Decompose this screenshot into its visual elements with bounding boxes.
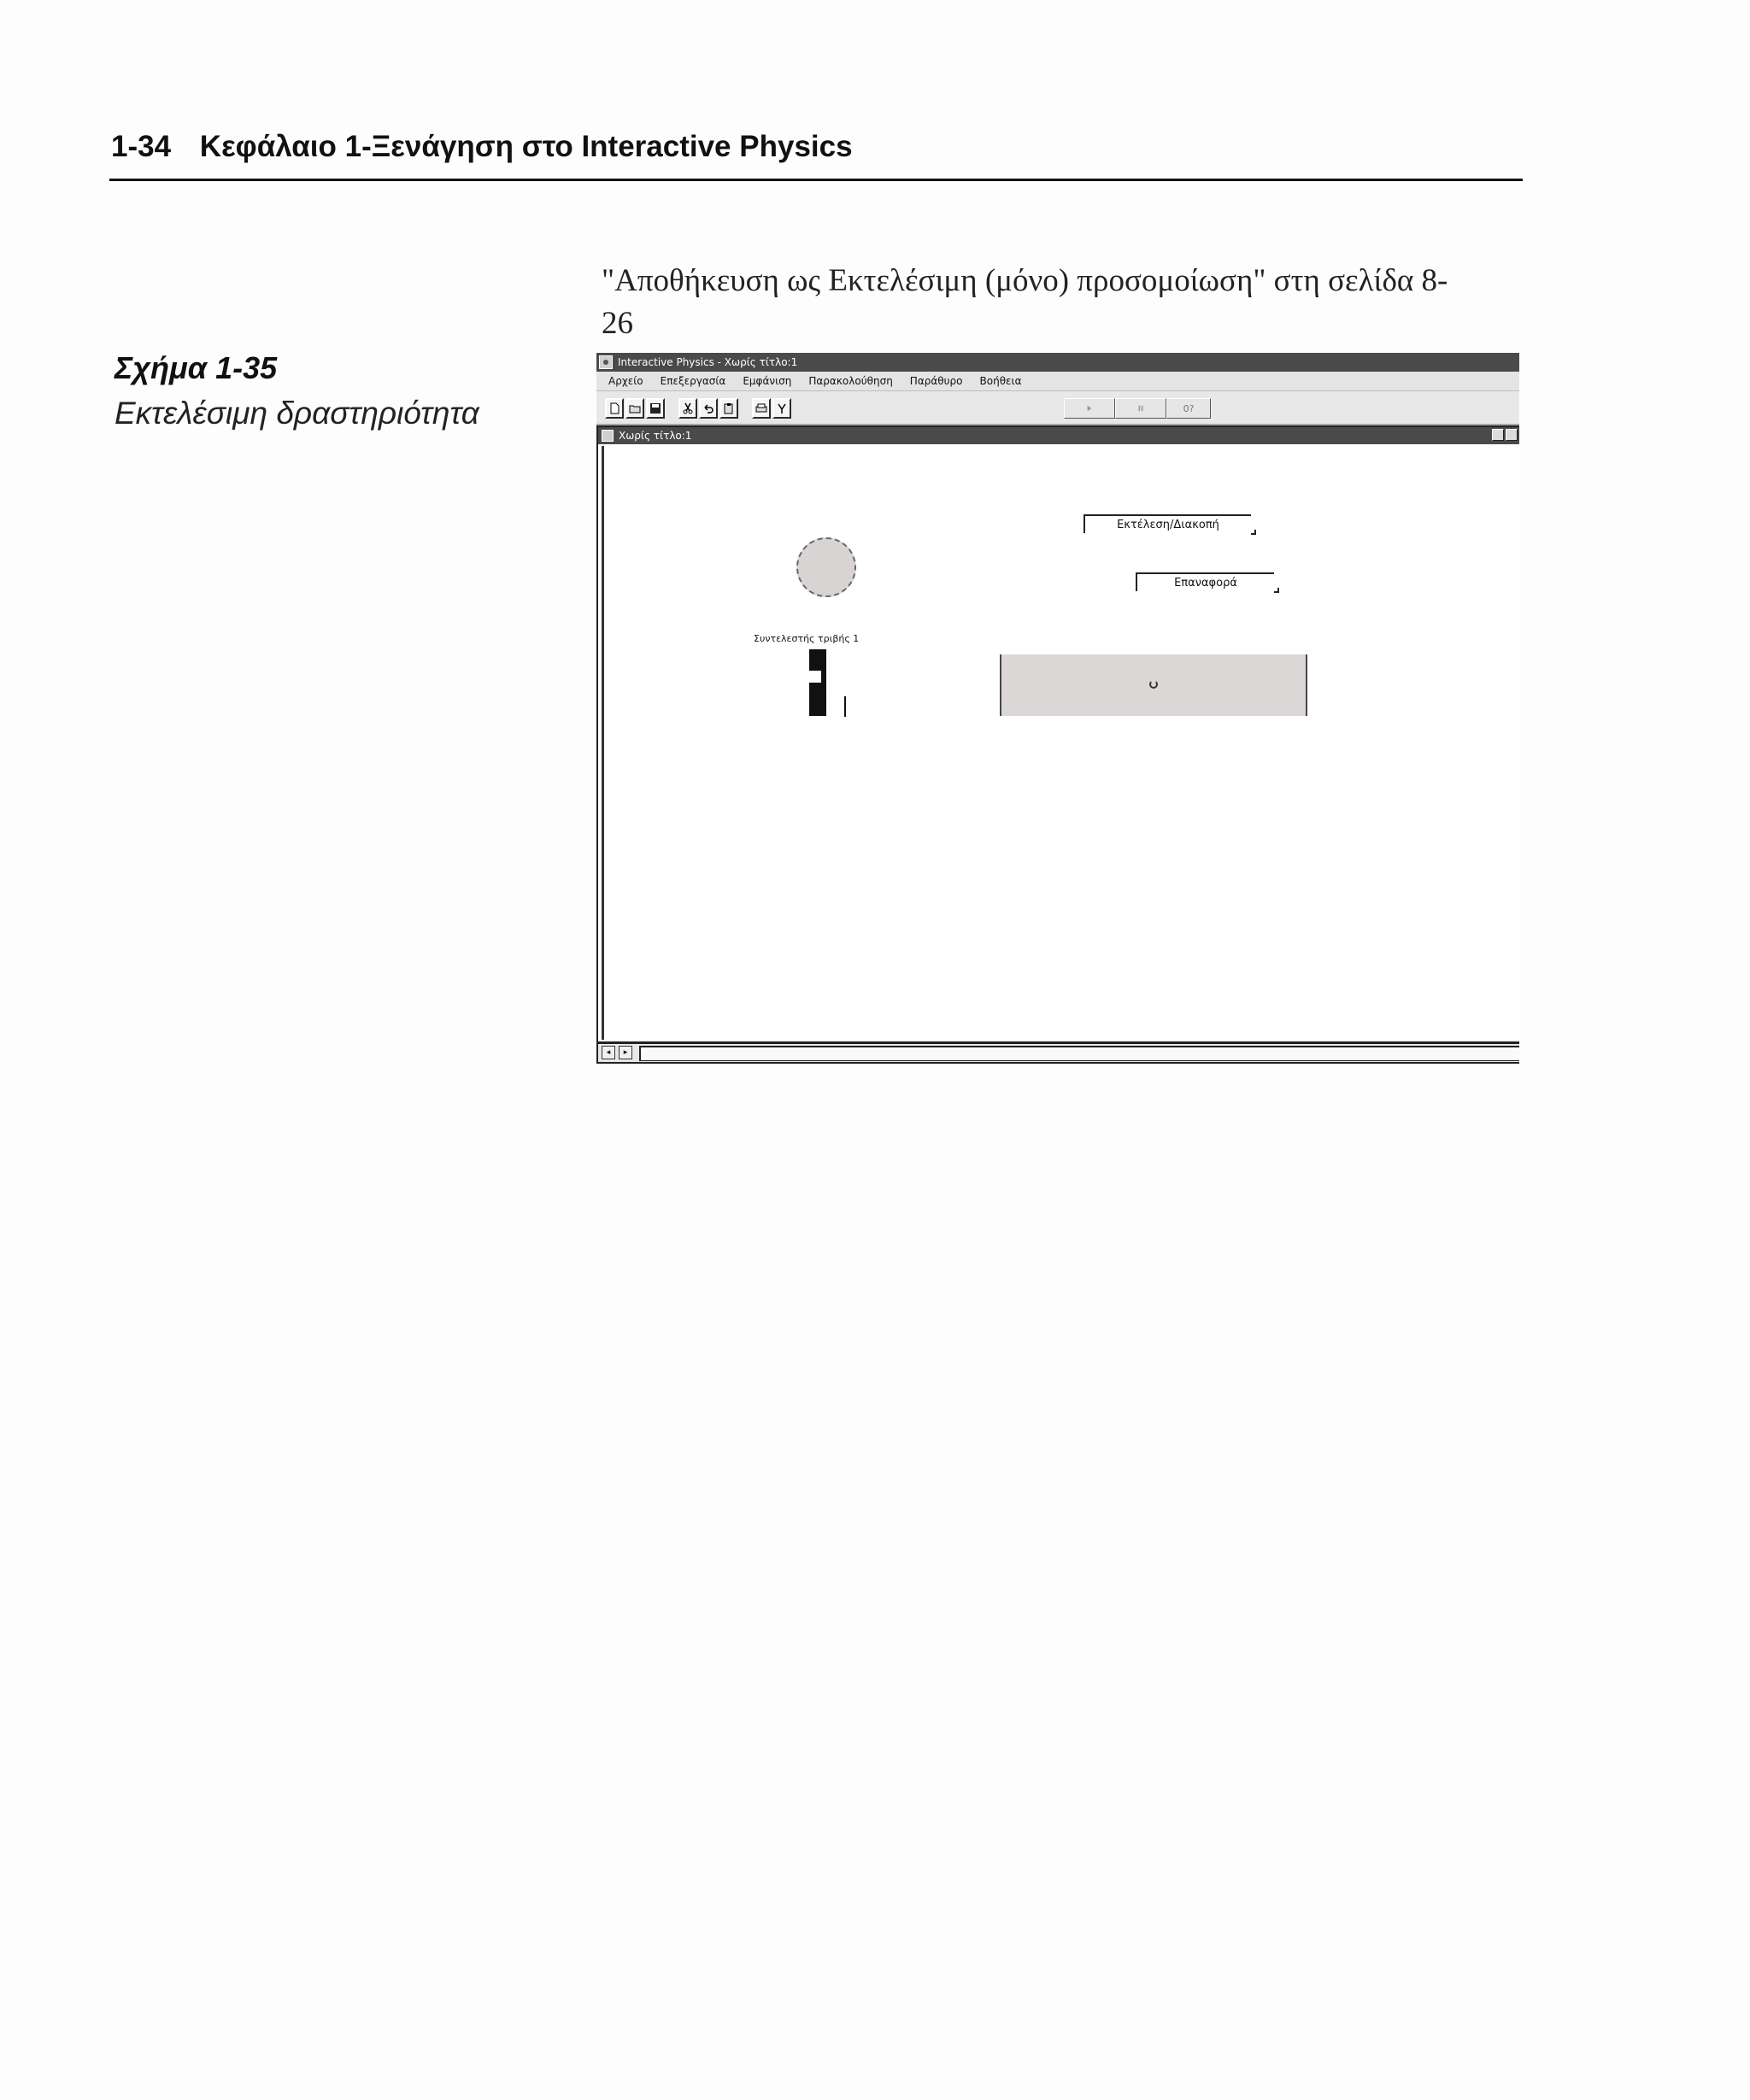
playback-controls — [1064, 398, 1211, 419]
scroll-left-icon[interactable]: ◂ — [602, 1046, 615, 1059]
app-title: Interactive Physics - Χωρίς τίτλο:1 — [618, 356, 798, 368]
horizontal-scrollbar[interactable] — [598, 1041, 1519, 1062]
document-titlebar — [598, 427, 1519, 444]
scroll-right-icon[interactable]: ▸ — [619, 1046, 632, 1059]
undo-icon[interactable] — [699, 398, 718, 419]
menu-view[interactable]: Εμφάνιση — [743, 375, 792, 387]
page-header — [111, 130, 853, 164]
figure-caption: Εκτελέσιμη δραστηριότητα — [115, 396, 479, 431]
paste-icon[interactable] — [719, 398, 738, 419]
slider-value-caret — [844, 696, 846, 717]
intro-line-2: 26 — [602, 306, 633, 341]
menu-track[interactable]: Παρακολούθηση — [808, 375, 893, 387]
play-icon — [1086, 405, 1093, 412]
menu-window[interactable]: Παράθυρο — [909, 375, 963, 387]
save-icon[interactable] — [646, 398, 665, 419]
pause-icon — [1137, 405, 1144, 412]
menubar — [596, 372, 1519, 391]
slider-label: Συντελεστής τριβής 1 — [754, 633, 860, 644]
app-screenshot — [596, 353, 1519, 1064]
toolbar — [596, 391, 1519, 425]
simulation-canvas[interactable] — [602, 446, 1519, 1040]
document-icon — [602, 430, 614, 442]
output-display — [1000, 654, 1307, 716]
scroll-track[interactable] — [639, 1046, 1519, 1061]
cut-icon[interactable] — [678, 398, 697, 419]
run-button[interactable] — [1064, 398, 1115, 419]
menu-edit[interactable]: Επεξεργασία — [660, 375, 726, 387]
reset-button[interactable]: 0? — [1166, 398, 1211, 419]
maximize-icon[interactable] — [1506, 429, 1518, 441]
print-icon[interactable] — [752, 398, 771, 419]
busy-cursor-icon — [1149, 680, 1158, 689]
run-stop-button[interactable]: Εκτέλεση/Διακοπή — [1083, 514, 1251, 533]
stop-button[interactable] — [1115, 398, 1166, 419]
app-logo-icon — [599, 355, 613, 369]
page-number: 1-34 — [111, 130, 172, 163]
open-folder-icon[interactable] — [625, 398, 644, 419]
slider-thumb[interactable] — [809, 671, 821, 683]
circle-body[interactable] — [796, 537, 856, 597]
document-title: Χωρίς τίτλο:1 — [619, 430, 692, 442]
header-rule — [109, 179, 1523, 181]
slider-value: 0 — [819, 697, 825, 708]
intro-text — [602, 260, 1524, 345]
menu-file[interactable]: Αρχείο — [608, 375, 643, 387]
reset-sim-button[interactable]: Επαναφορά — [1136, 572, 1274, 591]
help-icon[interactable] — [772, 398, 791, 419]
minimize-icon[interactable] — [1492, 429, 1504, 441]
new-file-icon[interactable] — [605, 398, 624, 419]
figure-label: Σχήμα 1-35 — [115, 350, 278, 385]
chapter-title: Κεφάλαιο 1-Ξενάγηση στο Interactive Physics — [199, 130, 853, 163]
menu-help[interactable]: Βοήθεια — [979, 375, 1022, 387]
intro-line-1: "Αποθήκευση ως Εκτελέσιμη (μόνο) προσομοίωση" στη σελίδα 8- — [602, 263, 1448, 298]
app-titlebar — [596, 353, 1519, 372]
document-window — [596, 425, 1519, 1064]
